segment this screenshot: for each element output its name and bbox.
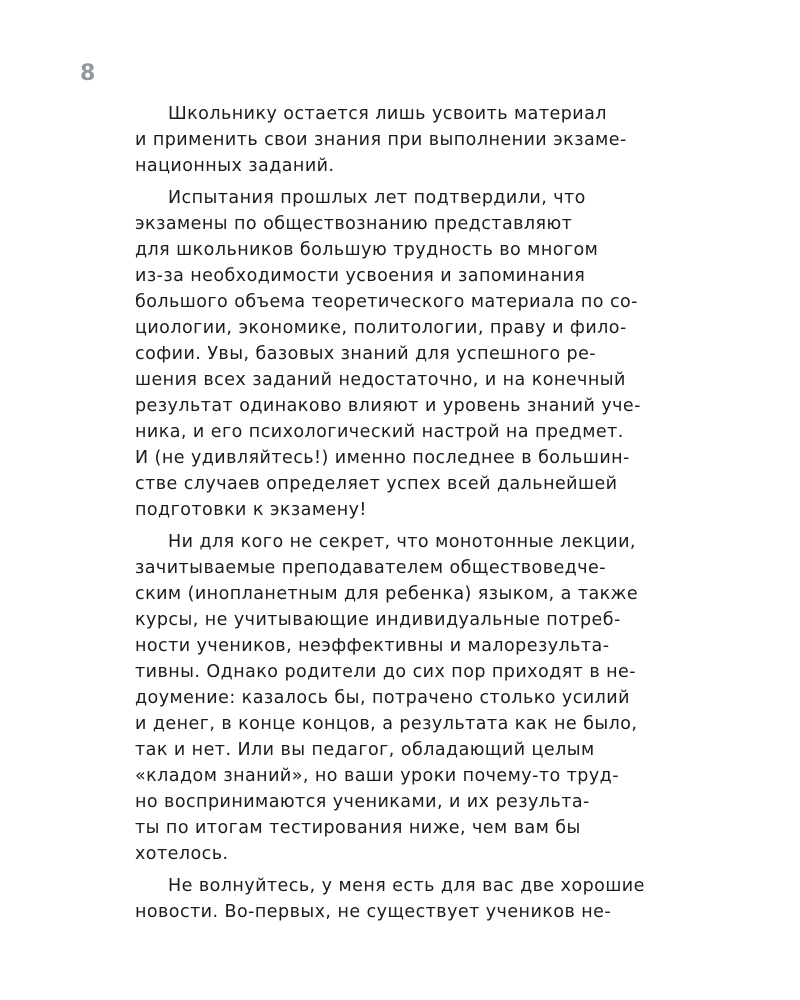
text-line: подготовки к экзамену! <box>135 500 367 520</box>
text-line: «кладом знаний», но ваши уроки почему-то труд- <box>135 766 619 786</box>
text-line: курсы, не учитывающие индивидуальные потреб- <box>135 610 621 630</box>
text-line: для школьников большую трудность во многом <box>135 240 599 260</box>
body-text <box>135 101 705 931</box>
text-line: И (не удивляйтесь!) именно последнее в большин- <box>135 448 630 468</box>
text-line: Школьнику остается лишь усвоить материал <box>168 104 607 124</box>
text-line: Не волнуйтесь, у меня есть для вас две хорошие <box>168 876 645 896</box>
paragraph <box>135 529 705 867</box>
text-line: из-за необходимости усвоения и запоминания <box>135 266 586 286</box>
text-line: новости. Во-первых, не существует учеников не- <box>135 902 612 922</box>
text-line: и применить свои знания при выполнении экзаме- <box>135 130 627 150</box>
paragraph <box>135 185 705 523</box>
text-line: стве случаев определяет успех всей дальнейшей <box>135 474 618 494</box>
text-line: так и нет. Или вы педагог, обладающий целым <box>135 740 595 760</box>
text-line: Испытания прошлых лет подтвердили, что <box>168 188 586 208</box>
text-line: большого объема теоретического материала по со- <box>135 292 638 312</box>
text-line: софии. Увы, базовых знаний для успешного ре- <box>135 344 597 364</box>
text-line: ским (инопланетным для ребенка) языком, а также <box>135 584 639 604</box>
text-line: но воспринимаются учениками, и их результа- <box>135 792 590 812</box>
text-line: ты по итогам тестирования ниже, чем вам бы <box>135 818 581 838</box>
page-number: 8 <box>80 61 96 86</box>
text-line: тивны. Однако родители до сих пор приходят в не- <box>135 662 636 682</box>
paragraph <box>135 873 705 925</box>
paragraph <box>135 101 705 179</box>
text-line: шения всех заданий недостаточно, и на конечный <box>135 370 626 390</box>
text-line: национных заданий. <box>135 156 335 176</box>
text-line: ности учеников, неэффективны и малорезульта- <box>135 636 610 656</box>
text-line: ника, и его психологический настрой на предмет. <box>135 422 624 442</box>
text-line: Ни для кого не секрет, что монотонные лекции, <box>168 532 636 552</box>
text-line: хотелось. <box>135 844 229 864</box>
text-line: зачитываемые преподавателем обществоведче- <box>135 558 606 578</box>
text-line: результат одинаково влияют и уровень знаний уче- <box>135 396 641 416</box>
text-line: и денег, в конце концов, а результата как не было, <box>135 714 638 734</box>
text-line: экзамены по обществознанию представляют <box>135 214 573 234</box>
text-line: циологии, экономике, политологии, праву и фило- <box>135 318 627 338</box>
text-line: доумение: казалось бы, потрачено столько усилий <box>135 688 630 708</box>
